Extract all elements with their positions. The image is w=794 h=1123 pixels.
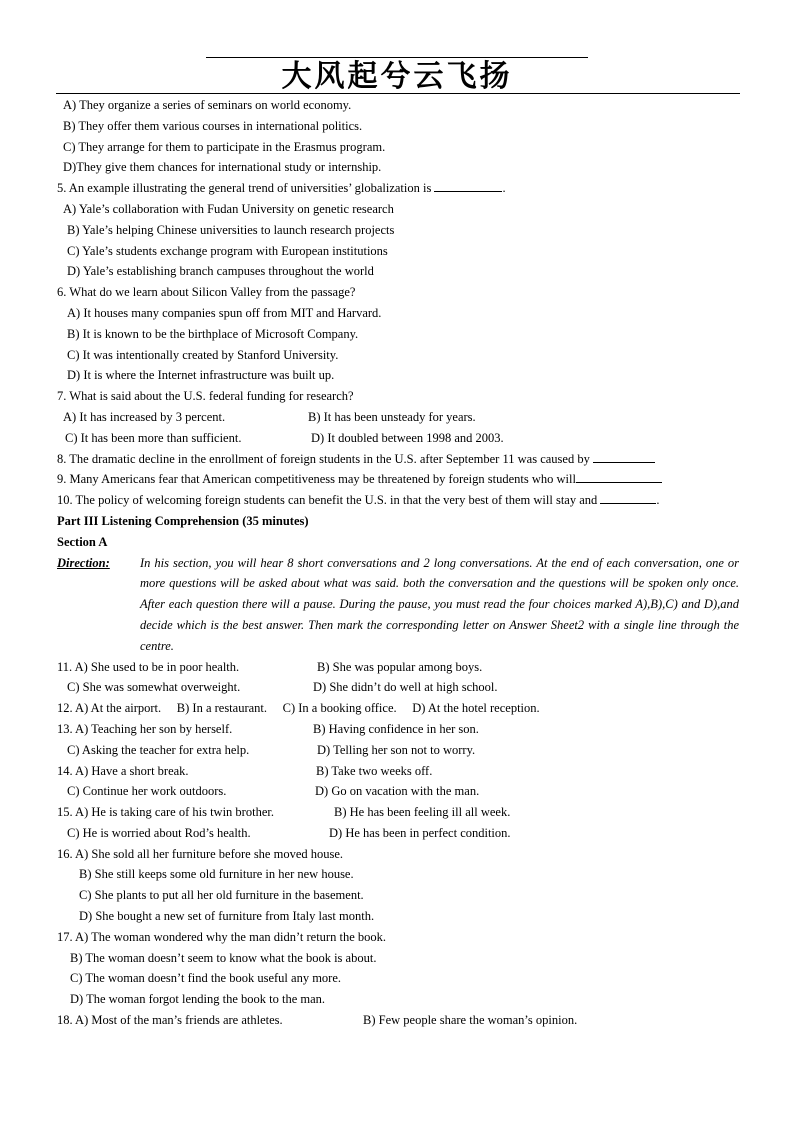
q14-options-cd <box>57 781 739 802</box>
part-iii-heading: Part III Listening Comprehension (35 minutes) <box>57 513 309 528</box>
question-7: 7. What is said about the U.S. federal funding for research? <box>57 389 354 404</box>
q14-option-b: B) Take two weeks off. <box>316 763 433 778</box>
q7-options-ab <box>57 407 739 428</box>
q18-option-a: 18. A) Most of the man’s friends are athletes. <box>57 1013 283 1028</box>
q4-option-b: B) They offer them various courses in international politics. <box>63 118 363 133</box>
q5-option-a: A) Yale’s collaboration with Fudan University on genetic research <box>63 201 394 216</box>
answer-blank <box>600 491 656 504</box>
header-rule-bottom <box>56 93 740 94</box>
page-header-title: 大风起兮云飞扬 <box>281 59 513 94</box>
q16-option-b: B) She still keeps some old furniture in her new house. <box>79 867 354 882</box>
q15-option-a: 15. A) He is taking care of his twin brother. <box>57 805 274 820</box>
question-6: 6. What do we learn about Silicon Valley from the passage? <box>57 285 356 300</box>
q4-option-d: D)They give them chances for international study or internship. <box>63 160 382 175</box>
q6-option-c: C) It was intentionally created by Stanford University. <box>67 347 339 362</box>
q5-option-b: B) Yale’s helping Chinese universities to launch research projects <box>67 222 395 237</box>
q6-option-b: B) It is known to be the birthplace of Microsoft Company. <box>67 326 359 341</box>
q7-option-d: D) It doubled between 1998 and 2003. <box>311 430 504 445</box>
directions-text: In his section, you will hear 8 short conversations and 2 long conversations. At the end of each conversation, one or more questions will be asked about what was said. both the conversation and the questions will be spoken only once. After each question there will a pause. During the pause, you must read the four choices marked A),B),C) and D),and decide which is the best answer. Then mark the corresponding letter on Answer Sheet2 with a single line through the centre. <box>140 555 739 653</box>
answer-blank <box>576 470 662 483</box>
q18-options-ab <box>57 1010 739 1031</box>
document-body <box>57 95 739 1031</box>
q7-option-c: C) It has been more than sufficient. <box>65 430 242 445</box>
section-a-heading: Section A <box>57 534 108 549</box>
question-17: 17. A) The woman wondered why the man didn’t return the book. <box>57 929 386 944</box>
q15-options-cd <box>57 823 739 844</box>
q17-option-b: B) The woman doesn’t seem to know what the book is about. <box>70 950 377 965</box>
q13-option-d: D) Telling her son not to worry. <box>317 742 476 757</box>
q15-option-b: B) He has been feeling ill all week. <box>334 805 511 820</box>
question-12: 12. A) At the airport. B) In a restaurant. C) In a booking office. D) At the hotel reception. <box>57 701 540 716</box>
question-10-text: 10. The policy of welcoming foreign students can benefit the U.S. in that the very best of them will stay and <box>57 493 598 508</box>
q14-option-c: C) Continue her work outdoors. <box>67 784 227 799</box>
q15-option-c: C) He is worried about Rod’s health. <box>67 825 251 840</box>
q16-option-d: D) She bought a new set of furniture from Italy last month. <box>79 909 375 924</box>
q11-options-ab <box>57 657 739 678</box>
q4-option-c: C) They arrange for them to participate in the Erasmus program. <box>63 139 386 154</box>
q11-options-cd <box>57 677 739 698</box>
q13-option-c: C) Asking the teacher for extra help. <box>67 742 250 757</box>
question-10: 10. The policy of welcoming foreign students can benefit the U.S. in that the very best of them will stay and . <box>57 493 660 508</box>
q16-option-c: C) She plants to put all her old furniture in the basement. <box>79 888 364 903</box>
directions-block <box>57 553 739 657</box>
answer-blank <box>434 179 502 192</box>
q15-option-d: D) He has been in perfect condition. <box>329 825 511 840</box>
q6-option-a: A) It houses many companies spun off from MIT and Harvard. <box>67 305 382 320</box>
question-5-text: 5. An example illustrating the general trend of universities’ globalization is <box>57 181 432 196</box>
question-8 <box>57 449 739 470</box>
q14-option-d: D) Go on vacation with the man. <box>315 784 480 799</box>
question-8-text: 8. The dramatic decline in the enrollment of foreign students in the U.S. after September 11 was caused by <box>57 451 590 466</box>
q4-option-a: A) They organize a series of seminars on world economy. <box>63 98 352 112</box>
q11-option-b: B) She was popular among boys. <box>317 659 483 674</box>
question-9 <box>57 469 739 490</box>
q5-option-d: D) Yale’s establishing branch campuses throughout the world <box>67 264 374 279</box>
q6-option-d: D) It is where the Internet infrastructure was built up. <box>67 368 335 383</box>
q5-option-c: C) Yale’s students exchange program with European institutions <box>67 243 388 258</box>
q13-option-b: B) Having confidence in her son. <box>313 721 479 736</box>
q18-option-b: B) Few people share the woman’s opinion. <box>363 1013 578 1028</box>
q14-options-ab <box>57 761 739 782</box>
directions-label: Direction: <box>57 555 110 570</box>
q13-options-ab <box>57 719 739 740</box>
question-5: 5. An example illustrating the general trend of universities’ globalization is . <box>57 181 506 196</box>
q11-option-d: D) She didn’t do well at high school. <box>313 680 498 695</box>
q13-option-a: 13. A) Teaching her son by herself. <box>57 721 233 736</box>
q13-options-cd <box>57 740 739 761</box>
q17-option-c: C) The woman doesn’t find the book useful any more. <box>70 971 342 986</box>
q7-option-a: A) It has increased by 3 percent. <box>63 409 226 424</box>
q11-option-c: C) She was somewhat overweight. <box>67 680 241 695</box>
question-16: 16. A) She sold all her furniture before she moved house. <box>57 846 344 861</box>
q7-option-b: B) It has been unsteady for years. <box>308 409 476 424</box>
question-9-text: 9. Many Americans fear that American competitiveness may be threatened by foreign students who will <box>57 472 576 487</box>
q17-option-d: D) The woman forgot lending the book to the man. <box>70 992 326 1007</box>
q15-options-ab <box>57 802 739 823</box>
answer-blank <box>593 450 655 463</box>
q7-options-cd <box>57 428 739 449</box>
q14-option-a: 14. A) Have a short break. <box>57 763 189 778</box>
q11-option-a: 11. A) She used to be in poor health. <box>57 659 240 674</box>
header-rule-top <box>206 57 588 58</box>
